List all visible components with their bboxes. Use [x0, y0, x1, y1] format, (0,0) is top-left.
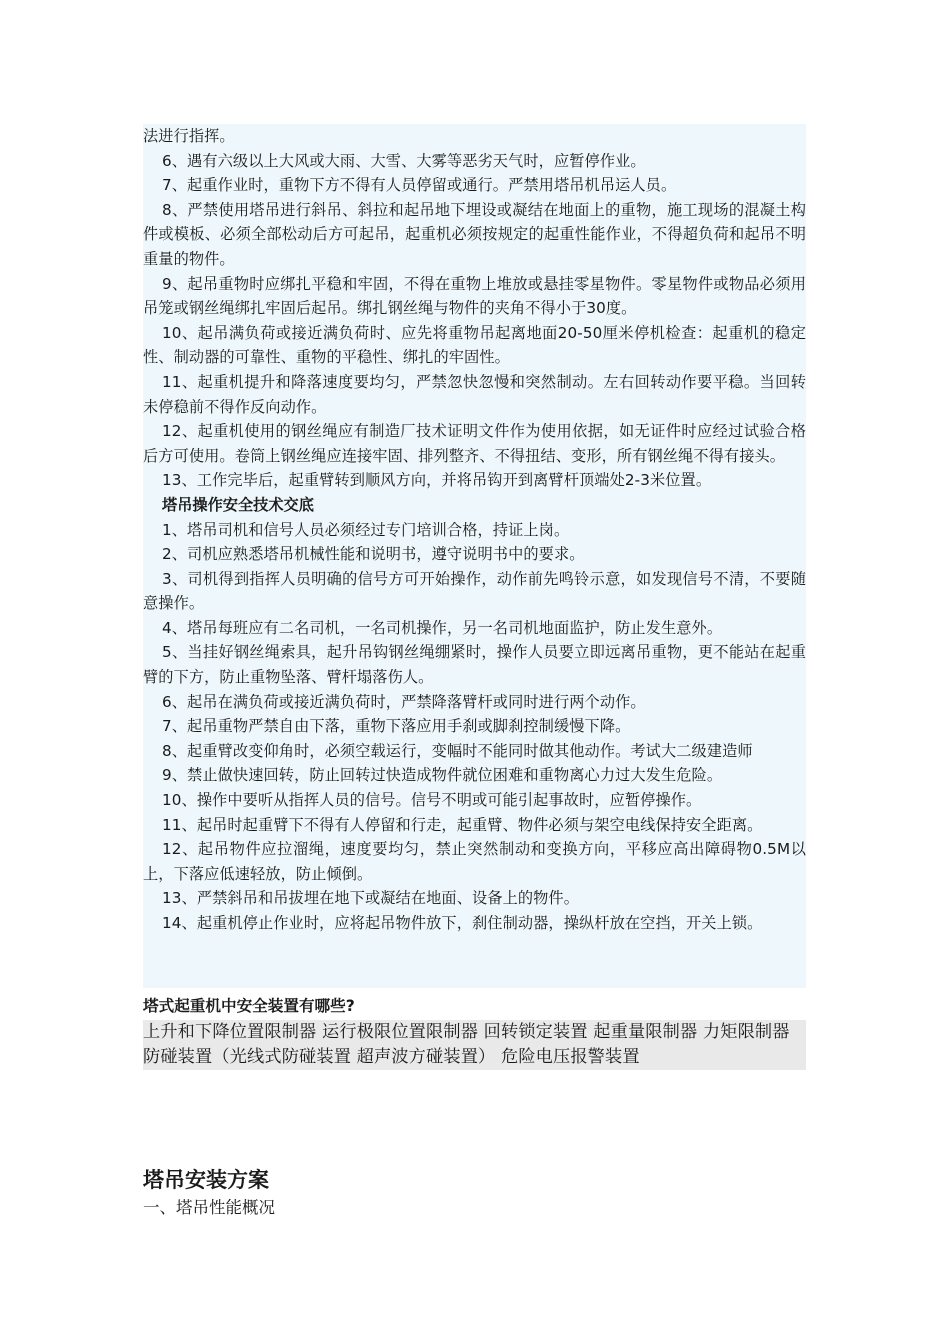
operation-rule-4: 4、塔吊每班应有二名司机，一名司机操作，另一名司机地面监护，防止发生意外。	[162, 618, 723, 637]
operation-rule-5: 5、当挂好钢丝绳索具，起升吊钩钢丝绳绷紧时，操作人员要立即远离吊重物，更不能站在起重臂的下方，防止重物坠落、臂杆塌落伤人。	[143, 643, 806, 687]
operation-rule-9: 9、禁止做快速回转，防止回转过快造成物件就位困难和重物离心力过大发生危险。	[162, 766, 723, 785]
plan-subtitle: 一、塔吊性能概况	[143, 1198, 275, 1217]
operation-rule-6: 6、起吊在满负荷或接近满负荷时，严禁降落臂杆或同时进行两个动作。	[162, 692, 646, 711]
operation-rule-10: 10、操作中要听从指挥人员的信号。信号不明或可能引起事故时，应暂停操作。	[162, 791, 702, 810]
question-title: 塔式起重机中安全装置有哪些?	[143, 997, 355, 1015]
rule-9: 9、起吊重物时应绑扎平稳和牢固，不得在重物上堆放或悬挂零星物件。零星物件或物品必须用吊笼或钢丝绳绑扎牢固后起吊。绑扎钢丝绳与物件的夹角不得小于30度。	[143, 274, 806, 318]
plan-title: 塔吊安装方案	[143, 1168, 269, 1192]
section-2	[143, 493, 806, 936]
safety-rules-block	[143, 124, 806, 988]
operation-rule-13: 13、严禁斜吊和吊拔埋在地下或凝结在地面、设备上的物件。	[162, 889, 580, 908]
rule-12: 12、起重机使用的钢丝绳应有制造厂技术证明文件作为使用依据，如无证件时应经过试验合格后方可使用。卷筒上钢丝绳应连接牢固、排列整齐、不得扭结、变形，所有钢丝绳不得有接头。	[143, 422, 806, 465]
operation-rule-2: 2、司机应熟悉塔吊机械性能和说明书，遵守说明书中的要求。	[162, 545, 585, 564]
paragraph-continued: 法进行指挥。	[143, 127, 235, 145]
section-heading: 塔吊操作安全技术交底	[162, 495, 314, 514]
operation-rule-1: 1、塔吊司机和信号人员必须经过专门培训合格，持证上岗。	[162, 520, 570, 539]
operation-rule-3: 3、司机得到指挥人员明确的信号方可开始操作，动作前先鸣铃示意，如发现信号不清，不要随意操作。	[143, 569, 806, 613]
rule-7: 7、起重作业时，重物下方不得有人员停留或通行。严禁用塔吊机吊运人员。	[162, 176, 677, 195]
rule-13: 13、工作完毕后，起重臂转到顺风方向，并将吊钩开到离臂杆顶端处2-3米位置。	[162, 471, 712, 490]
answer-block	[143, 1020, 806, 1070]
answer-text: 上升和下降位置限制器 运行极限位置限制器 回转锁定装置 起重量限制器 力矩限制器 防碰装置（光线式防碰装置 超声波方碰装置） 危险电压报警装置	[143, 1022, 790, 1067]
operation-rule-7: 7、起吊重物严禁自由下落，重物下落应用手刹或脚刹控制缓慢下降。	[162, 717, 631, 736]
section-1	[143, 124, 806, 493]
operation-rule-11: 11、起吊时起重臂下不得有人停留和行走，起重臂、物件必须与架空电线保持安全距离。	[162, 815, 763, 834]
operation-rule-12: 12、起吊物件应拉溜绳，速度要均匀，禁止突然制动和变换方向，平移应高出障碍物0.5M以上，下落应低速轻放，防止倾倒。	[143, 840, 806, 883]
rule-10: 10、起吊满负荷或接近满负荷时、应先将重物吊起离地面20-50厘米停机检查：起重机的稳定性、制动器的可靠性、重物的平稳性、绑扎的牢固性。	[143, 323, 806, 367]
operation-rule-8: 8、起重臂改变仰角时，必须空载运行，变幅时不能同时做其他动作。考试大二级建造师	[162, 741, 753, 760]
operation-rule-14: 14、起重机停止作业时，应将起吊物件放下，刹住制动器，操纵杆放在空挡，开关上锁。	[162, 914, 763, 932]
rule-11: 11、起重机提升和降落速度要均匀，严禁忽快忽慢和突然制动。左右回转动作要平稳。当回转未停稳前不得作反向动作。	[143, 372, 806, 416]
rule-6: 6、遇有六级以上大风或大雨、大雪、大雾等恶劣天气时，应暂停作业。	[162, 151, 646, 170]
rule-8: 8、严禁使用塔吊进行斜吊、斜拉和起吊地下埋设或凝结在地面上的重物，施工现场的混凝土构件或模板、必须全部松动后方可起吊，起重机必须按规定的起重性能作业，不得超负荷和起吊不明重量的物件。	[143, 200, 806, 268]
